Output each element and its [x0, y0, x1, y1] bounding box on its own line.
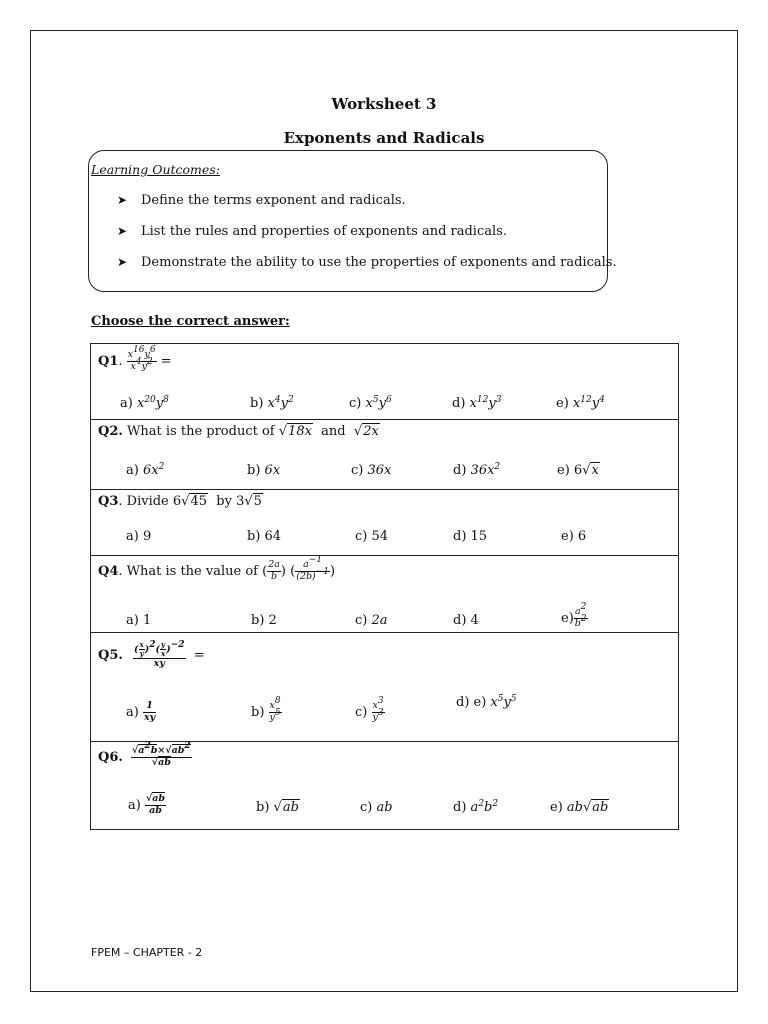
- option-e: e) ab√ab: [550, 800, 609, 815]
- option-e: e) 6√x: [557, 463, 599, 478]
- instructions-heading: Choose the correct answer:: [91, 314, 290, 329]
- question-label: Q5.: [98, 648, 123, 664]
- arrow-bullet-icon: ➤: [117, 224, 128, 238]
- question-row-6: [91, 742, 678, 829]
- option-a: a) 9: [126, 529, 152, 544]
- outcome-item: ➤ Define the terms exponent and radicals.: [117, 193, 406, 208]
- question-label: Q6.: [98, 749, 123, 765]
- expression: $\frac{x^{16}y^6}{x^4y^2}$: [127, 345, 156, 372]
- outcome-item: ➤ Demonstrate the ability to use the properties of exponents and radicals.: [117, 255, 617, 270]
- option-c: c) $\frac{x^3}{y^3}$: [355, 696, 384, 723]
- question-stem: Q6. $\frac{√a^2b\times√ab^2}{√ab}$: [98, 741, 191, 768]
- question-stem: Q3. Divide 6√45 by 3√5: [98, 494, 262, 509]
- option-c: c) 2a: [355, 613, 388, 628]
- option-c: c) ab: [360, 800, 393, 815]
- option-b: b) 2: [251, 613, 277, 628]
- question-row-2: [91, 420, 678, 490]
- question-text: Divide: [126, 494, 169, 509]
- option-c: c) 54: [355, 529, 389, 544]
- arrow-bullet-icon: ➤: [117, 193, 128, 207]
- option-a: a) $\frac{1}{xy}$: [126, 700, 156, 723]
- worksheet-number-title: Worksheet 3: [331, 95, 437, 113]
- question-row-3: [91, 490, 678, 556]
- option-d: d) 15: [453, 529, 488, 544]
- option-b: b) 64: [247, 529, 282, 544]
- question-stem: Q4. What is the value of ( $\frac{2a}{b}$ ) ( $\frac{a^{-1}}{(2b)^{-1}}$ ): [98, 555, 336, 582]
- option-c: c) 36x: [351, 463, 392, 478]
- outcome-item: ➤ List the rules and properties of exponents and radicals.: [117, 224, 507, 239]
- arrow-bullet-icon: ➤: [117, 255, 128, 269]
- option-d: d) $a^2b^2$: [453, 799, 499, 815]
- option-d: d) $36x^2$: [453, 462, 501, 478]
- option-e: e) $x^{12}y^4$: [556, 395, 605, 411]
- question-row-5: [91, 633, 678, 742]
- option-d: d) e) $x^5y^5$: [456, 694, 517, 710]
- page-footer: FPEM – CHAPTER - 2: [91, 946, 203, 959]
- option-a: a) $6x^2$: [126, 462, 165, 478]
- question-text: What is the value of: [126, 563, 258, 579]
- option-a: a) $x^{20}y^8$: [120, 395, 169, 411]
- option-a: a) $\frac{√ab}{ab}$: [128, 793, 166, 816]
- option-e: e) 6: [561, 529, 587, 544]
- questions-table: [90, 343, 679, 830]
- question-label: Q4: [98, 563, 119, 579]
- question-row-4: [91, 556, 678, 633]
- question-row-1: [91, 344, 678, 420]
- question-label: Q3: [98, 494, 119, 509]
- option-b: b) √ab: [256, 800, 299, 815]
- worksheet-topic-title: Exponents and Radicals: [283, 129, 485, 147]
- question-stem: Q1. $\frac{x^{16}y^6}{x^4y^2}$ =: [98, 345, 172, 372]
- option-b: b) $x^4y^2$: [250, 395, 294, 411]
- question-label: Q2.: [98, 424, 123, 439]
- option-b: b) $\frac{x^8}{y^5}$: [251, 696, 281, 723]
- option-d: d) 4: [453, 613, 479, 628]
- option-c: c) $x^5y^6$: [349, 395, 392, 411]
- question-stem: Q2. What is the product of √18x and √2x: [98, 424, 379, 439]
- option-b: b) 6x: [247, 463, 281, 478]
- learning-outcomes-heading: Learning Outcomes:: [91, 162, 220, 177]
- option-a: a) 1: [126, 613, 152, 628]
- question-stem: Q5. ( $\frac{x}{y}$ )$^2$( $\frac{y}{x}$ )$^{-2}$ xy =: [98, 640, 205, 670]
- learning-outcomes-box: [88, 150, 617, 292]
- option-d: d) $x^{12}y^3$: [452, 395, 502, 411]
- question-text: What is the product of: [127, 424, 275, 439]
- question-label: Q1: [98, 353, 119, 369]
- option-e: e) $\frac{a^2}{b^2}$: [561, 602, 587, 629]
